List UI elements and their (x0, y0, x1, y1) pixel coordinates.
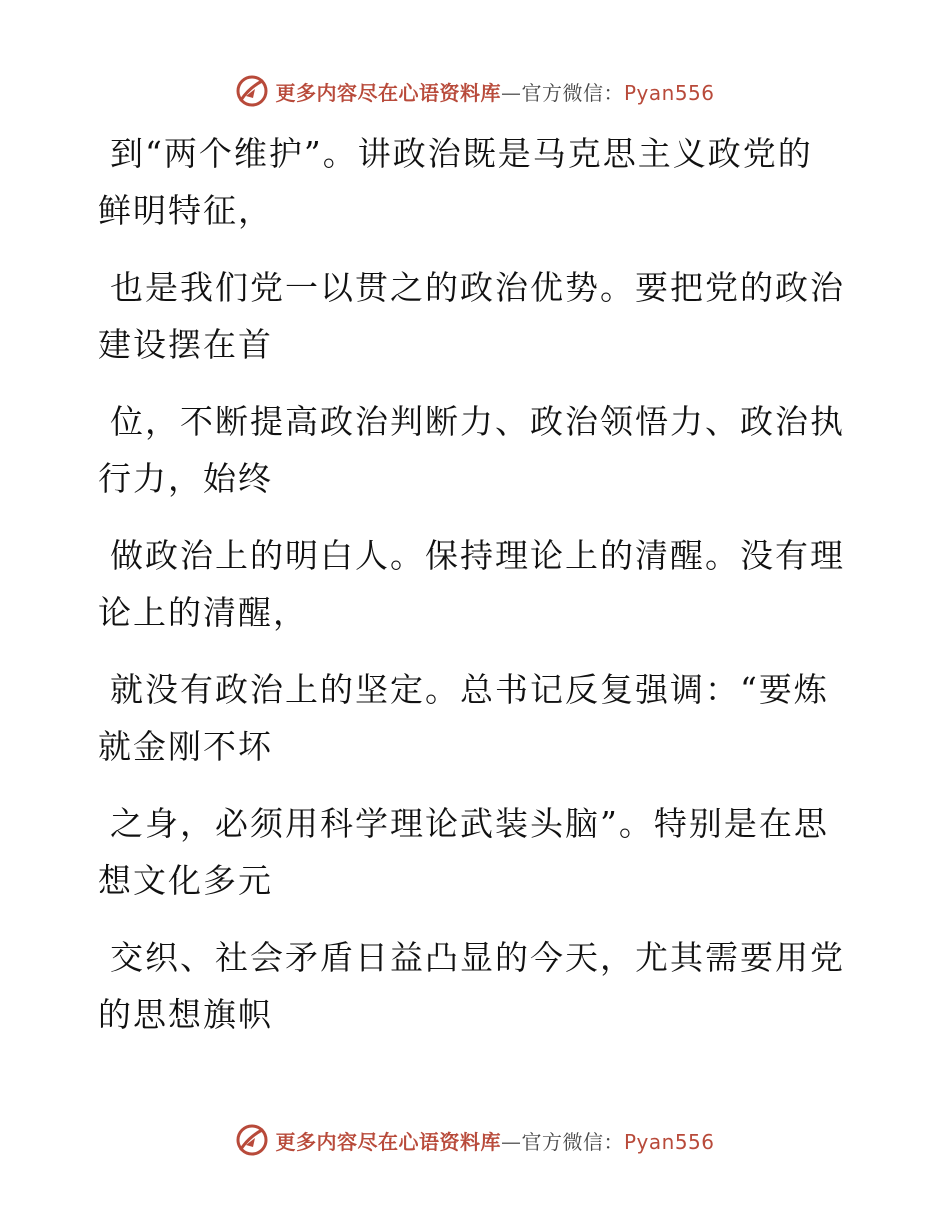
footer-watermark (0, 1120, 950, 1160)
document-body (98, 125, 858, 1063)
paragraph: 之身，必须用科学理论武装头脑”。特别是在思 想文化多元 (98, 804, 829, 900)
paragraph: 交织、社会矛盾日益凸显的今天，尤其需要用党 的思想旗帜 (98, 938, 845, 1034)
watermark-text: 更多内容尽在心语资料库—官方微信：Pyan556 (275, 1129, 715, 1154)
header-watermark (0, 71, 950, 111)
paragraph: 做政治上的明白人。保持理论上的清醒。没有理 论上的清醒， (98, 536, 845, 632)
paragraph: 也是我们党一以贯之的政治优势。要把党的政治 建设摆在首 (98, 268, 845, 364)
paragraph: 就没有政治上的坚定。总书记反复强调：“要炼 就金刚不坏 (98, 670, 829, 766)
watermark-text: 更多内容尽在心语资料库—官方微信：Pyan556 (275, 80, 715, 105)
paragraph: 到“两个维护”。讲政治既是马克思主义政党的 鲜明特征， (98, 134, 813, 230)
paragraph: 位，不断提高政治判断力、政治领悟力、政治执 行力，始终 (98, 402, 845, 498)
pen-logo-icon (235, 74, 269, 108)
pen-logo-icon (235, 1123, 269, 1157)
